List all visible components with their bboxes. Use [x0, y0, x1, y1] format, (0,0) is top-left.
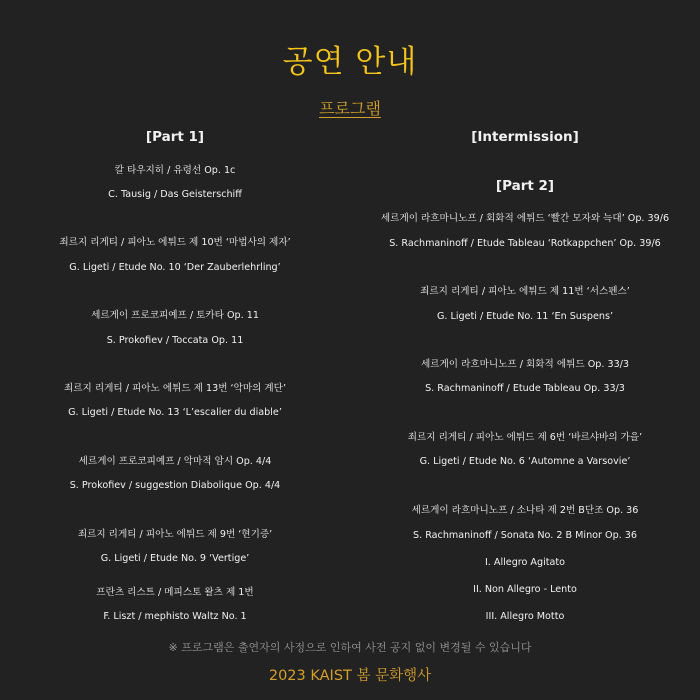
program-line: S. Rachmaninoff / Etude Tableau ‘Rotkappchen’ Op. 39/6 — [389, 238, 661, 249]
change-notice: ※ 프로그램은 출연자의 사정으로 인하여 사전 공지 없이 변경될 수 있습니다 — [168, 641, 532, 654]
program-line: 죄르지 리게티 / 피아노 에튀드 제 11번 ‘서스펜스’ — [420, 286, 630, 297]
program-line: 세르게이 라흐마니노프 / 소나타 제 2번 B단조 Op. 36 — [411, 505, 639, 516]
program-line: S. Prokofiev / suggestion Diabolique Op. 4/4 — [69, 480, 281, 491]
program-line: S. Prokofiev / Toccata Op. 11 — [106, 335, 244, 346]
program-line: C. Tausig / Das Geisterschiff — [108, 189, 242, 200]
program-line: 프란츠 리스트 / 메피스토 왈츠 제 1번 — [96, 587, 254, 598]
program-line: 세르게이 프로코피예프 / 악마적 암시 Op. 4/4 — [78, 456, 272, 467]
event-footer: 2023 KAIST 봄 문화행사 — [268, 668, 432, 684]
movement-line: I. Allegro Agitato — [484, 557, 566, 568]
program-line: G. Ligeti / Etude No. 9 ‘Vertige’ — [100, 553, 250, 564]
program-subtitle-text: 프로그램 — [319, 99, 381, 118]
movement-line: II. Non Allegro - Lento — [473, 584, 577, 595]
program-line: 세르게이 라흐마니노프 / 회화적 에튀드 Op. 33/3 — [420, 359, 630, 370]
program-line: F. Liszt / mephisto Waltz No. 1 — [103, 611, 247, 622]
program-line: G. Ligeti / Etude No. 6 ‘Automne a Varsovie’ — [419, 456, 631, 467]
program-line: 죄르지 리게티 / 피아노 에튀드 제 9번 ‘현기증’ — [77, 529, 273, 540]
program-line: S. Rachmaninoff / Etude Tableau Op. 33/3 — [425, 383, 625, 394]
program-line: 죄르지 리게티 / 피아노 에튀드 제 10번 ‘마법사의 제자’ — [59, 237, 291, 248]
program-line: S. Rachmaninoff / Sonata No. 2 B Minor Op. 36 — [413, 530, 637, 541]
program-line: G. Ligeti / Etude No. 11 ‘En Suspens’ — [436, 311, 613, 322]
program-line: 세르게이 라흐마니노프 / 회화적 에튀드 ‘빨간 모자와 늑대’ Op. 39/6 — [380, 213, 670, 224]
program-line: 칼 타우지히 / 유령선 Op. 1c — [114, 165, 236, 176]
movement-line: III. Allegro Motto — [485, 611, 565, 622]
program-line: 세르게이 프로코피예프 / 토카타 Op. 11 — [91, 310, 259, 321]
program-subtitle — [0, 96, 700, 119]
program-line: G. Ligeti / Etude No. 10 ‘Der Zauberlehrling’ — [69, 262, 281, 273]
part1-heading: [Part 1] — [145, 129, 205, 145]
part2-heading: [Part 2] — [495, 178, 555, 194]
program-line: G. Ligeti / Etude No. 13 ‘L’escalier du diable’ — [68, 407, 282, 418]
intermission-heading: [Intermission] — [471, 129, 579, 145]
page-title: 공연 안내 — [282, 44, 418, 80]
program-line: 죄르지 리게티 / 피아노 에튀드 제 6번 ‘바르샤바의 가을’ — [407, 432, 643, 443]
program-line: 죄르지 리게티 / 피아노 에튀드 제 13번 ‘악마의 계단’ — [63, 383, 287, 394]
